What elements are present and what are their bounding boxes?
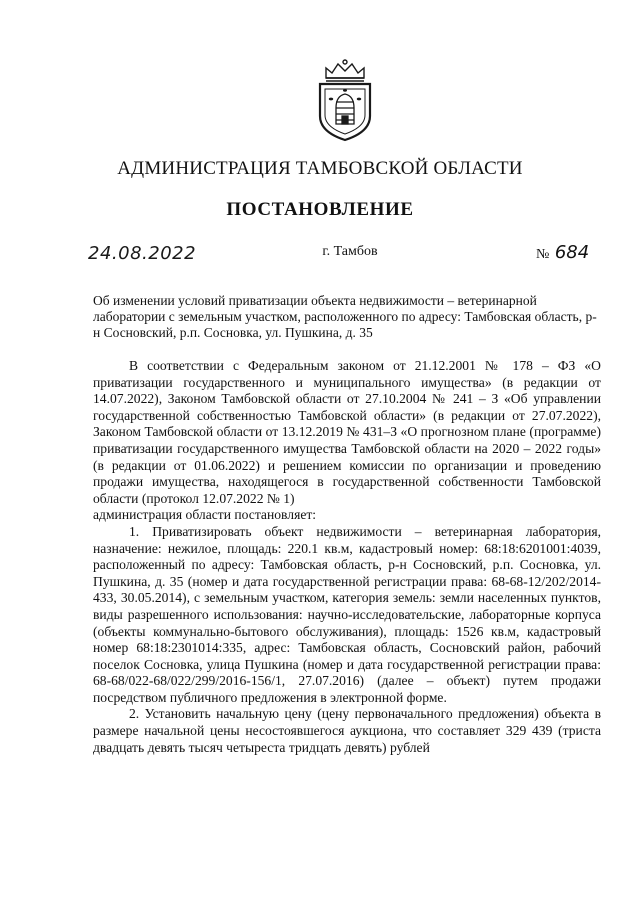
- document-number: [536, 242, 589, 263]
- document-type-heading: ПОСТАНОВЛЕНИЕ: [226, 199, 414, 220]
- preamble-paragraph: В соответствии с Федеральным законом от 21.12.2001 № 178 – ФЗ «О приватизации государственного и муниципального имущества» (в редакции от 14.07.2022), Законом Тамбовской области от 27.10.2004 № 241 – З «Об управлении государственной собственностью Тамбовской области» (в редакции от 27.07.2022), Законом Тамбовской области от 13.12.2019 № 431–З «О прогнозном плане (программе) приватизации государственного имущества Тамбовской области на 2020 – 2022 годы» (в редакции от 01.06.2022) и решением комиссии по организации и проведению продажи имущества, находящегося в государственной собственности Тамбовской области (протокол 12.07.2022 № 1): [93, 358, 601, 506]
- coat-of-arms-icon: [316, 58, 374, 142]
- document-city: г. Тамбов: [322, 244, 378, 259]
- decree-line: администрация области постановляет:: [93, 507, 317, 523]
- item-1-paragraph: 1. Приватизировать объект недвижимости – ветеринарная лаборатория, назначение: нежилое, площадь: 220.1 кв.м, кадастровый номер: 68:18:6201001:4039, расположенный по адресу: Тамбовская область, р-н Сосновский, р.п. Сосновка, ул. Пушкина, д. 35 (номер и дата государственной регистрации права: 68-68-12/202/2014-433, 30.05.2014), с земельным участком, категория земель: земли населенных пунктов, виды разрешенного использования: научно-исследовательские, лабораторные корпуса (объекты коммунально-бытового обслуживания), площадь: 1526 кв.м, кадастровый номер 68:18:2301014:335, адрес: Тамбовская область, Сосновский район, рабочий поселок Сосновка, улица Пушкина (номер и дата государственной регистрации права: 68-68/022-68/022/299/2016-156/1, 27.07.2016) (далее – объект) путем продажи посредством публичного предложения в электронной форме.: [93, 523, 601, 705]
- document-body: [93, 358, 601, 756]
- document-date: 24.08.2022: [88, 243, 197, 264]
- item-2-paragraph: 2. Установить начальную цену (цену первоначального предложения) объекта в размере начальной цены несостоявшегося аукциона, что составляет 329 439 (триста двадцать девять тысяч четыреста тридцать девять) рублей: [93, 706, 601, 755]
- number-value: 684: [554, 242, 590, 263]
- number-prefix: №: [536, 247, 550, 262]
- document-subject: Об изменении условий приватизации объекта недвижимости – ветеринарной лаборатории с земельным участком, расположенного по адресу: Тамбовская область, р-н Сосновский, р.п. Сосновка, ул. Пушкина, д. 35: [93, 293, 597, 340]
- organization-title: АДМИНИСТРАЦИЯ ТАМБОВСКОЙ ОБЛАСТИ: [117, 158, 523, 179]
